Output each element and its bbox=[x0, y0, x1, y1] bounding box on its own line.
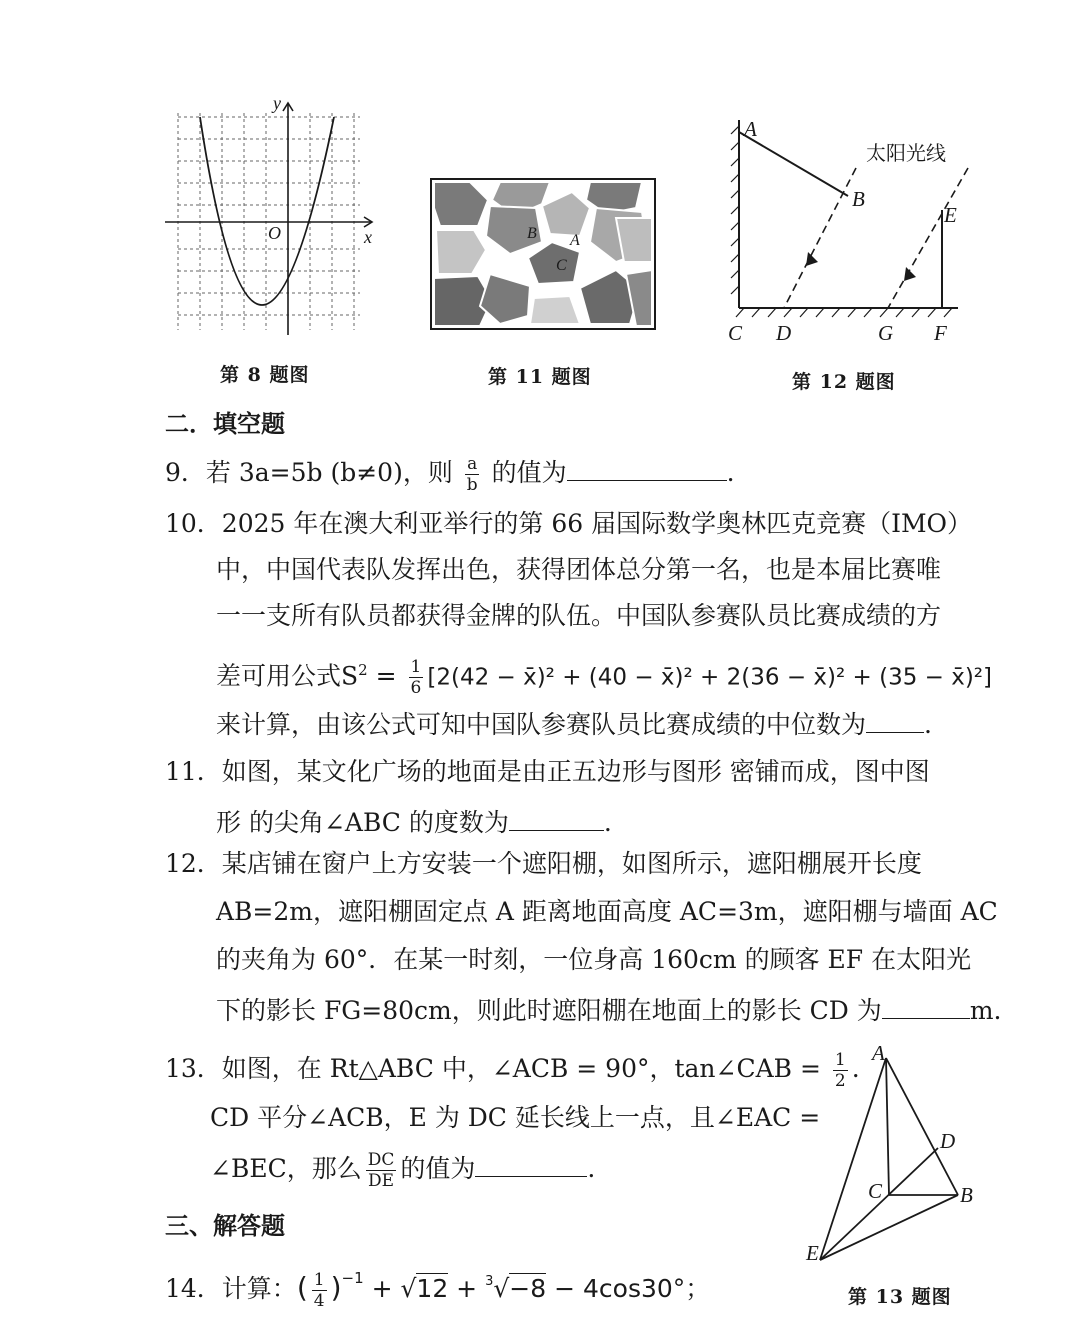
q11-line-2-text: 形 的尖角∠ABC 的度数为 bbox=[216, 808, 509, 837]
figure-8-caption: 第 8 题图 bbox=[220, 364, 310, 386]
q10-line-4 bbox=[216, 654, 992, 698]
q13-line-3 bbox=[210, 1150, 595, 1191]
q13-line-3-prefix: ∠BEC，那么 bbox=[210, 1154, 362, 1183]
segment-AC bbox=[886, 1058, 889, 1195]
q9-fraction bbox=[465, 454, 480, 495]
q13-line-1-end: . bbox=[851, 1054, 860, 1083]
point-A-label: A bbox=[872, 1041, 885, 1065]
figure-11-caption: 第 11 题图 bbox=[488, 366, 592, 388]
q14-sqrt-sign: √ bbox=[400, 1274, 417, 1303]
figure-13-caption: 第 13 题图 bbox=[848, 1286, 952, 1308]
point-B-label: B bbox=[527, 225, 537, 242]
q10-frac-num: 1 bbox=[410, 657, 422, 678]
origin-label: O bbox=[268, 223, 281, 243]
q10-fraction bbox=[409, 657, 424, 698]
point-A-label: A bbox=[570, 232, 580, 249]
q14-fraction bbox=[312, 1270, 327, 1311]
figure-13-triangle bbox=[800, 1040, 985, 1272]
y-axis-label: y bbox=[273, 95, 281, 113]
section-3-title: 三、解答题 bbox=[165, 1211, 285, 1240]
sunlight-label: 太阳光线 bbox=[866, 141, 946, 165]
q9-answer-blank[interactable] bbox=[567, 454, 727, 481]
point-D-label: D bbox=[776, 321, 792, 345]
q11-end: . bbox=[603, 808, 612, 837]
point-C-label: C bbox=[728, 321, 743, 345]
point-E-label: E bbox=[806, 1241, 819, 1265]
q9-end: . bbox=[726, 458, 735, 487]
q13-line-2: CD 平分∠ACB，E 为 DC 延长线上一点，且∠EAC = bbox=[210, 1103, 821, 1132]
point-G-label: G bbox=[878, 321, 894, 345]
q13-line-1 bbox=[165, 1050, 860, 1091]
q9-frac-den: b bbox=[466, 475, 478, 495]
q14-paren-close: ) bbox=[330, 1271, 342, 1304]
segment-AB bbox=[886, 1058, 958, 1195]
point-B-label: B bbox=[960, 1183, 973, 1207]
point-C-label: C bbox=[556, 257, 567, 274]
q12-answer-blank[interactable] bbox=[882, 992, 970, 1019]
q14-plus-1: + bbox=[363, 1274, 401, 1303]
wall-hatch bbox=[731, 120, 739, 308]
q12-end: m. bbox=[969, 996, 1002, 1025]
q10-frac-den: 6 bbox=[410, 678, 422, 699]
point-E-label: E bbox=[944, 203, 957, 227]
point-D-label: D bbox=[940, 1129, 956, 1153]
figure-12-sunshade bbox=[722, 112, 972, 352]
figure-11-tiling bbox=[430, 178, 656, 330]
q10-square: 2 bbox=[358, 661, 368, 679]
q14-cbrt-index: 3 bbox=[485, 1274, 494, 1289]
q10-line-1: 10．2025 年在澳大利亚举行的第 66 届国际数学奥林匹克竞赛（IMO） bbox=[165, 509, 973, 538]
q13-line-1-text: 13．如图，在 Rt△ABC 中，∠ACB = 90°，tan∠CAB = bbox=[165, 1054, 821, 1083]
q12-line-2: AB=2m，遮阳棚固定点 A 距离地面高度 AC=3m，遮阳棚与墙面 AC bbox=[216, 897, 998, 926]
figure-12-caption: 第 12 题图 bbox=[792, 371, 896, 393]
q10-line-5 bbox=[216, 706, 932, 741]
q14-plus-2: + bbox=[448, 1274, 486, 1303]
q14-prefix: 14．计算： bbox=[165, 1274, 297, 1303]
q10-end: . bbox=[924, 710, 932, 739]
q14-paren-open: ( bbox=[296, 1271, 308, 1304]
segment-EB bbox=[820, 1195, 958, 1260]
q13-answer-blank[interactable] bbox=[475, 1150, 587, 1177]
q9-prefix: 9．若 3a=5b (b≠0)，则 bbox=[165, 458, 453, 487]
q13-line-3-suffix: 的值为 bbox=[400, 1154, 476, 1183]
point-A-label: A bbox=[744, 117, 757, 141]
q10-line-2: 中，中国代表队发挥出色，获得团体总分第一名，也是本届比赛唯 bbox=[216, 555, 942, 584]
q14-frac-den: 4 bbox=[313, 1291, 325, 1311]
q10-formula: [2(42 − x̄)² + (40 − x̄)² + 2(36 − x̄)² + (35 − x̄)²] bbox=[427, 664, 993, 691]
q14-frac-num: 1 bbox=[313, 1270, 325, 1290]
q12-line-4 bbox=[216, 992, 1001, 1027]
q10-line-5-text: 来计算，由该公式可知中国队参赛队员比赛成绩的中位数为 bbox=[216, 710, 867, 739]
q10-answer-blank[interactable] bbox=[866, 706, 924, 733]
q12-line-4-text: 下的影长 FG=80cm，则此时遮阳棚在地面上的影长 CD 为 bbox=[216, 996, 882, 1025]
q9-frac-num: a bbox=[467, 454, 478, 474]
q9-suffix: 的值为 bbox=[491, 458, 567, 487]
q14-exponent: −1 bbox=[341, 1269, 364, 1287]
point-B-label: B bbox=[852, 187, 865, 211]
q12-line-1: 12．某店铺在窗户上方安装一个遮阳棚，如图所示，遮阳棚展开长度 bbox=[165, 849, 922, 878]
q10-line-3: 一一支所有队员都获得金牌的队伍。中国队参赛队员比赛成绩的方 bbox=[216, 601, 942, 630]
figure-8-parabola bbox=[160, 95, 385, 345]
q11-line-1: 11．如图，某文化广场的地面是由正五边形与图形 密铺而成，图中图 bbox=[165, 757, 930, 786]
q13-frac3-num: DC bbox=[367, 1150, 395, 1170]
q14-rest: − 4cos30°； bbox=[546, 1274, 711, 1303]
q14-cbrt-body: −8 bbox=[509, 1274, 547, 1303]
q13-frac3-den: DE bbox=[368, 1171, 395, 1191]
q13-end: . bbox=[587, 1154, 596, 1183]
awning-AB bbox=[739, 132, 848, 196]
question-9 bbox=[165, 454, 735, 495]
sun-ray-EG bbox=[888, 168, 968, 308]
q11-line-2 bbox=[216, 804, 612, 839]
parabola-curve bbox=[200, 117, 334, 305]
q10-formula-prefix: 差可用公式S bbox=[216, 661, 359, 691]
q13-dc-de-fraction bbox=[366, 1150, 397, 1191]
question-14 bbox=[165, 1262, 710, 1311]
point-F-label: F bbox=[934, 321, 947, 345]
q11-answer-blank[interactable] bbox=[509, 804, 604, 831]
q14-sqrt-body: 12 bbox=[416, 1274, 449, 1303]
q10-equals: = bbox=[367, 661, 405, 691]
sun-ray-BD bbox=[784, 168, 856, 308]
q12-line-3: 的夹角为 60°．在某一时刻，一位身高 160cm 的顾客 EF 在太阳光 bbox=[216, 945, 972, 974]
point-C-label: C bbox=[868, 1179, 883, 1203]
q13-frac-num: 1 bbox=[834, 1050, 846, 1070]
axes bbox=[165, 103, 372, 335]
x-axis-label: x bbox=[364, 227, 372, 247]
section-2-title: 二．填空题 bbox=[165, 409, 285, 438]
ground-hatch bbox=[736, 308, 958, 317]
q14-cbrt-sign: √ bbox=[493, 1274, 510, 1303]
q13-frac-den: 2 bbox=[834, 1071, 846, 1091]
